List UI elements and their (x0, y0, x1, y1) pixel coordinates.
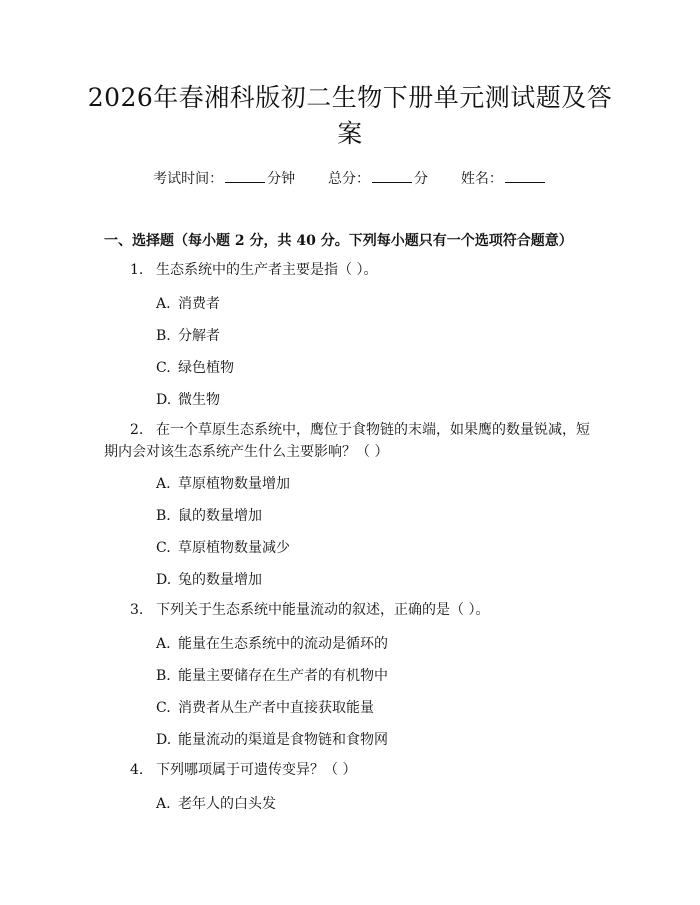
exam-info-line (0, 168, 700, 188)
question-1-option-c (156, 357, 234, 377)
question-text: 下列关于生态系统中能量流动的叙述，正确的是（ ）。 (156, 602, 490, 618)
document-title: 2026年春湘科版初二生物下册单元测试题及答案 (87, 83, 613, 148)
option-text: 能量在生态系统中的流动是循环的 (178, 636, 388, 652)
total-score-blank (372, 170, 412, 183)
question-number: 3. (130, 602, 144, 618)
question-number: 1. (130, 262, 144, 278)
question-3-option-d (156, 729, 388, 749)
question-3-option-a (156, 633, 388, 653)
total-score-field (328, 168, 428, 188)
question-2-option-d (156, 569, 262, 589)
name-label: 姓名： (460, 171, 503, 187)
question-2-option-b (156, 505, 262, 525)
option-text: 消费者 (178, 296, 220, 312)
question-1-option-d (156, 389, 220, 409)
exam-time-blank (225, 170, 265, 183)
option-letter: A. (156, 636, 171, 652)
question-number: 2. (130, 422, 144, 438)
option-letter: B. (156, 668, 171, 684)
question-2-option-a (156, 473, 290, 493)
question-3-option-c (156, 697, 374, 717)
option-text: 兔的数量增加 (178, 572, 262, 588)
option-text: 微生物 (178, 392, 220, 408)
section-heading-multiple-choice: 一、选择题（每小题 2 分，共 40 分。下列每小题只有一个选项符合题意） (104, 233, 573, 249)
option-text: 草原植物数量增加 (178, 476, 290, 492)
exam-time-label: 考试时间： (153, 171, 224, 187)
exam-time-unit: 分钟 (267, 171, 296, 187)
option-letter: D. (156, 732, 172, 748)
option-letter: B. (156, 328, 171, 344)
option-letter: C. (156, 540, 171, 556)
question-text: 下列哪项属于可遗传变异？（ ） (156, 762, 357, 778)
question-2-option-c (156, 537, 290, 557)
option-letter: D. (156, 572, 172, 588)
option-letter: B. (156, 508, 171, 524)
question-1-option-a (156, 293, 220, 313)
question-1 (104, 259, 594, 281)
option-letter: A. (156, 296, 171, 312)
option-text: 绿色植物 (178, 360, 234, 376)
name-field (461, 168, 547, 188)
option-letter: D. (156, 392, 172, 408)
question-2 (104, 419, 594, 463)
option-letter: C. (156, 700, 171, 716)
question-text: 生态系统中的生产者主要是指（ ）。 (156, 262, 378, 278)
question-number: 4. (130, 762, 144, 778)
option-text: 消费者从生产者中直接获取能量 (178, 700, 374, 716)
option-text: 能量主要储存在生产者的有机物中 (178, 668, 388, 684)
option-letter: C. (156, 360, 171, 376)
total-score-unit: 分 (414, 171, 428, 187)
question-4 (104, 759, 594, 781)
exam-time-field (153, 168, 295, 188)
option-text: 分解者 (178, 328, 220, 344)
option-text: 草原植物数量减少 (178, 540, 290, 556)
question-text: 在一个草原生态系统中，鹰位于食物链的末端，如果鹰的数量锐减，短期内会对该生态系统产生什么主要影响？（ ） (104, 422, 590, 460)
option-text: 老年人的白头发 (178, 796, 276, 812)
option-text: 鼠的数量增加 (178, 508, 262, 524)
question-3-option-b (156, 665, 388, 685)
option-text: 能量流动的渠道是食物链和食物网 (178, 732, 388, 748)
option-letter: A. (156, 476, 171, 492)
question-1-option-b (156, 325, 220, 345)
question-4-option-a (156, 793, 276, 813)
total-score-label: 总分： (328, 171, 370, 187)
name-blank (505, 170, 545, 183)
option-letter: A. (156, 796, 171, 812)
question-3 (104, 599, 594, 621)
